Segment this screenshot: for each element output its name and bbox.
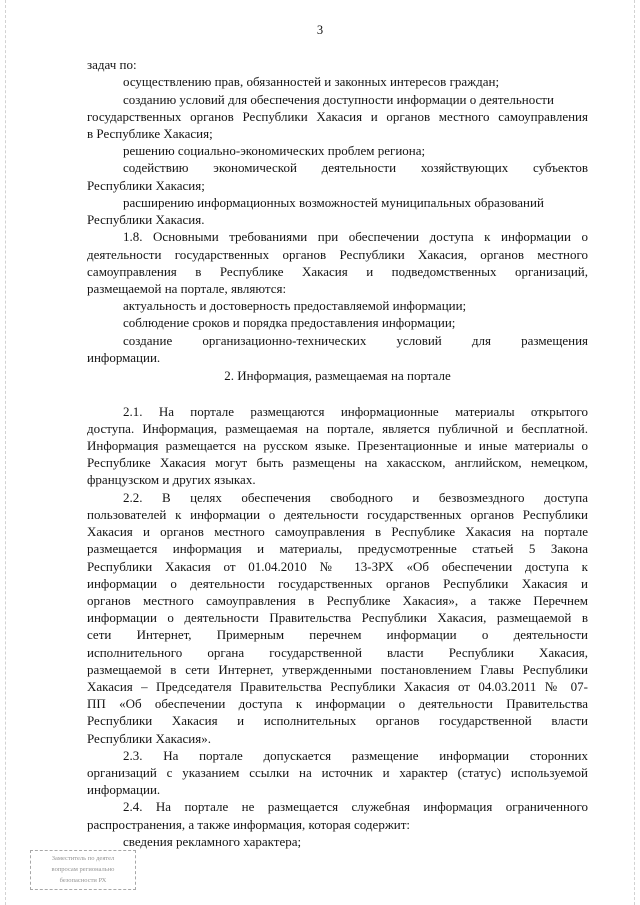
stamp-line: вопросам регионально (51, 866, 115, 873)
text-line: исполнительного органа государственной власти Республики Хакасия, (87, 645, 588, 660)
text-line: в Республике Хакасия; (87, 126, 213, 141)
text-line: Республики Хакасия и исполнительных органов государственной власти (87, 713, 588, 728)
page-number: 3 (316, 23, 324, 37)
section-heading: 2. Информация, размещаемая на портале (224, 368, 451, 383)
text-line: государственных органов Республики Хакасия и органов местного самоуправления (87, 109, 588, 124)
text-line: соблюдение сроков и порядка предоставления информации; (123, 315, 456, 330)
text-line: распространения, а также информация, которая содержит: (87, 817, 411, 832)
text-line: расширению информационных возможностей муниципальных образований (123, 195, 544, 210)
text-line: органов местного самоуправления в Республике Хакасия», а также Перечнем (87, 593, 588, 608)
text-line: 1.8. Основными требованиями при обеспечении доступа к информации о (123, 229, 588, 244)
text-line: 2.2. В целях обеспечения свободного и безвозмездного доступа (123, 490, 588, 505)
text-line: Информация размещается на русском языке. Презентационные и иные материалы о (87, 438, 588, 453)
text-line: задач по: (87, 57, 137, 72)
text-line: 2.3. На портале допускается размещение информации сторонних (123, 748, 588, 763)
text-line: информации о деятельности государственных органов Республики Хакасия и (87, 576, 588, 591)
text-line: Республики Хакасия от 01.04.2010 № 13-ЗРХ «Об обеспечении доступа к (87, 559, 588, 574)
text-line: содействию экономической деятельности хозяйствующих субъектов (123, 160, 588, 175)
text-line: французском и других языках. (87, 472, 256, 487)
text-line: Республики Хакасия. (87, 212, 205, 227)
text-line: созданию условий для обеспечения доступности информации о деятельности (123, 92, 554, 107)
scan-left-edge (5, 0, 6, 905)
text-line: Республики Хакасия; (87, 178, 205, 193)
text-line: размещаемой в сети Интернет, утвержденными постановлением Главы Республики (87, 662, 588, 677)
stamp-line: Заместитель по деятел (51, 855, 115, 862)
text-line: доступа. Информация, размещаемая на портале, является публичной и бесплатной. (87, 421, 588, 436)
text-line: информации о деятельности Правительства Республики Хакасия, размещаемой в (87, 610, 588, 625)
text-line: сведения рекламного характера; (123, 834, 302, 849)
text-line: Хакасия и органов местного самоуправления в Республике Хакасия на портале (87, 524, 588, 539)
text-line: самоуправления в Республике Хакасия и подведомственных организаций, (87, 264, 588, 279)
text-line: создание организационно-технических условий для размещения (123, 333, 588, 348)
text-line: Республике Хакасия могут быть размещены на хакасском, английском, немецком, (87, 455, 588, 470)
text-line: организаций с указанием ссылки на источник и характер (статус) используемой (87, 765, 588, 780)
text-line: ПП «Об обеспечении доступа к информации о деятельности Правительства (87, 696, 588, 711)
text-line: осуществлению прав, обязанностей и законных интересов граждан; (123, 74, 500, 89)
text-line: размещается информация и материалы, предусмотренные статьей 5 Закона (87, 541, 588, 556)
text-line: 2.4. На портале не размещается служебная информация ограниченного (123, 799, 588, 814)
text-line: Хакасия – Председателя Правительства Республики Хакасия от 04.03.2011 № 07- (87, 679, 588, 694)
text-line: 2.1. На портале размещаются информационные материалы открытого (123, 404, 588, 419)
stamp-line: безопасности РХ (59, 877, 107, 884)
text-line: актуальность и достоверность предоставляемой информации; (123, 298, 467, 313)
text-line: пользователей к информации о деятельности государственных органов Республики (87, 507, 588, 522)
text-line: Республики Хакасия». (87, 731, 211, 746)
text-line: информации. (87, 350, 161, 365)
text-line: размещаемой на портале, являются: (87, 281, 287, 296)
approval-stamp (30, 850, 136, 890)
text-line: решению социально-экономических проблем региона; (123, 143, 426, 158)
text-line: деятельности государственных органов Республики Хакасия, органов местного (87, 247, 588, 262)
scan-right-edge (634, 0, 635, 905)
text-line: информации. (87, 782, 161, 797)
text-line: сети Интернет, Примерным перечнем информации о деятельности (87, 627, 588, 642)
